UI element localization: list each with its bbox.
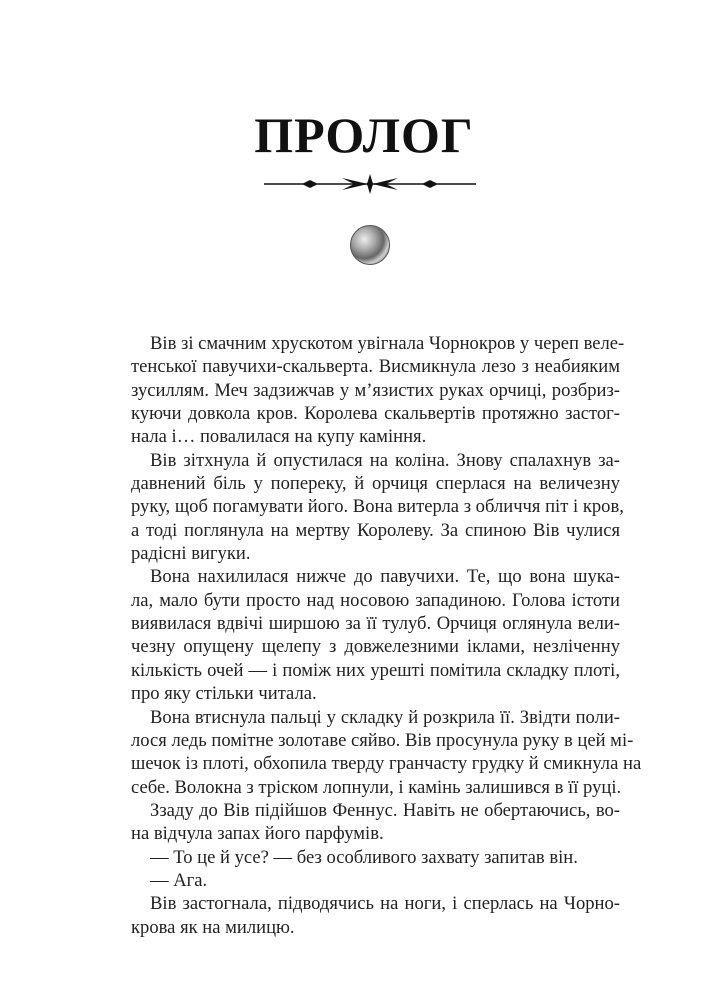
text-line: радісні вигуки. — [131, 543, 251, 565]
text-line: Вона нахилилася нижче до павучихи. Те, що вона шука- — [150, 566, 620, 588]
text-line: куючи довкола кров. Королева скальвертів протяжно застог- — [131, 403, 620, 425]
text-line: давнений біль у попереку, й орчиця сперлася на величезну — [131, 473, 620, 495]
text-line: — Ага. — [150, 869, 208, 891]
text-line: Вона втиснула пальці у складку й розкрила її. Звідти поли- — [150, 706, 620, 728]
text-line: шечок із плоті, обхопила тверду гранчасту грудку й смикнула на — [131, 753, 642, 775]
text-line: виявилася вдвічі ширшою за її тулуб. Орчиця оглянула вели- — [131, 613, 620, 635]
text-line: крова як на милицю. — [131, 916, 295, 938]
text-line: Ззаду до Вів підійшов Феннус. Навіть не обертаючись, во- — [150, 799, 620, 821]
stone-medallion-icon — [350, 225, 390, 265]
text-line: — То це й усе? — без особливого захвату запитав він. — [150, 846, 578, 868]
text-line: лося ледь помітне золотаве сяйво. Вів просунула руку в цей мі- — [131, 729, 634, 751]
prologue-body-text — [131, 332, 642, 939]
ornament-divider-icon — [264, 172, 476, 196]
text-line: ла, мало бути просто над носовою западиною. Голова істоти — [131, 589, 620, 611]
text-line: кількість очей — і поміж них урешті помітила складку плоті, — [131, 659, 620, 681]
text-line: тенської павучихи-скальверта. Висмикнула лезо з неабияким — [131, 356, 620, 378]
text-line: Вів застогнала, підводячись на ноги, і сперлась на Чорно- — [150, 893, 620, 915]
text-line: про яку стільки читала. — [131, 683, 317, 705]
text-line: Вів зі смачним хрускотом увігнала Чорнокров у череп веле- — [150, 333, 625, 354]
text-line: зусиллям. Меч задзижчав у м’язистих руках орчиці, розбриз- — [131, 379, 620, 401]
text-line: нала і… повалилася на купу каміння. — [131, 426, 427, 448]
text-line: Вів зітхнула й опустилася на коліна. Знову спалахнув за- — [150, 449, 620, 471]
text-line: чезну опущену щелепу з довжелезними іклами, незліченну — [131, 636, 620, 658]
chapter-title: ПРОЛОГ — [254, 107, 474, 163]
text-line: руку, щоб погамувати його. Вона витерла з обличчя піт і кров, — [131, 496, 624, 518]
text-line: себе. Волокна з тріском лопнули, і камінь залишився в її руці. — [131, 776, 622, 798]
text-line: а тоді поглянула на мертву Королеву. За спиною Вів чулися — [131, 519, 620, 541]
text-line: на відчула запах його парфумів. — [131, 823, 384, 845]
